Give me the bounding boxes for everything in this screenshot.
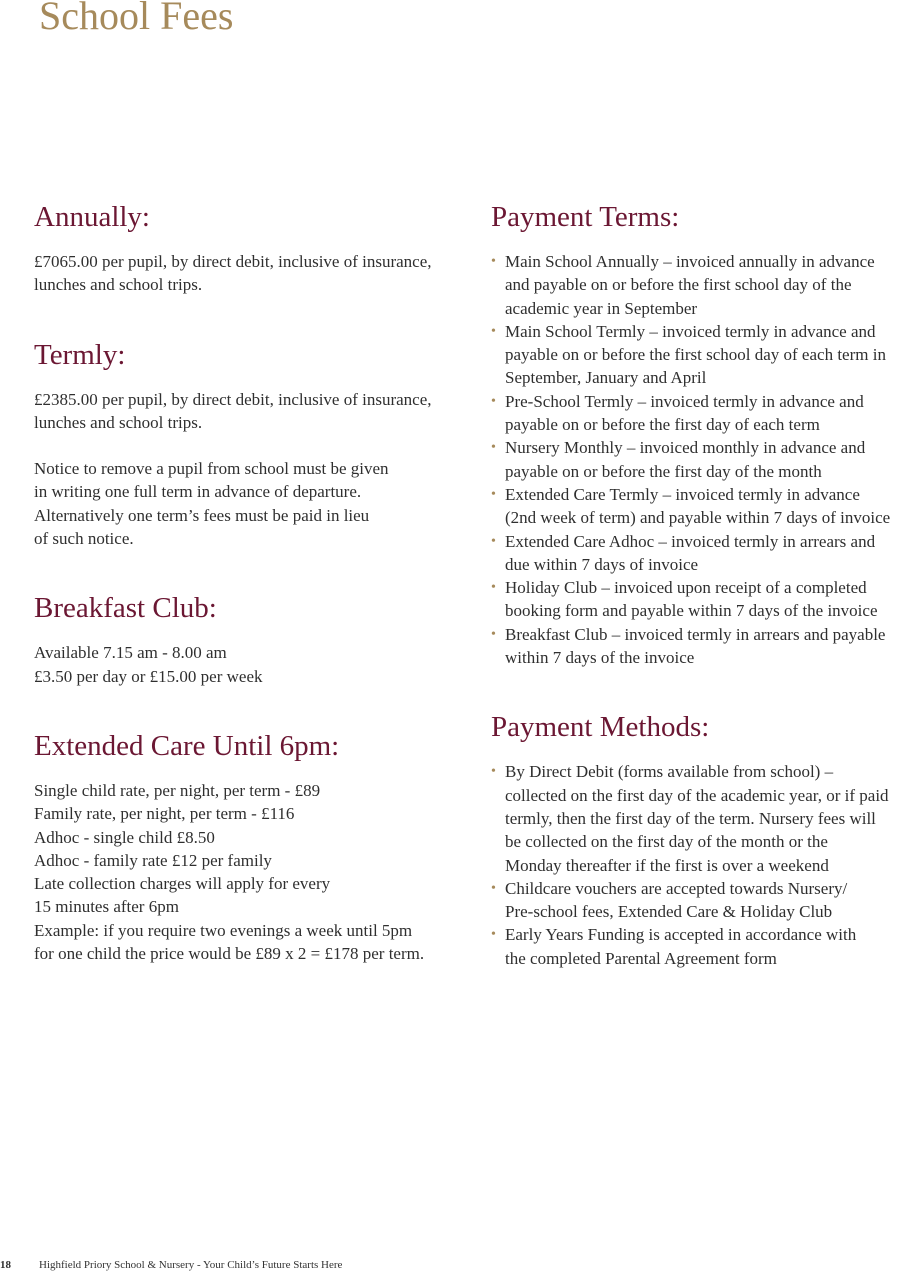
list-item	[491, 320, 904, 390]
text-line: Family rate, per night, per term - £116	[34, 804, 295, 824]
text-line: within 7 days of the invoice	[505, 648, 695, 668]
breakfast-text	[34, 641, 464, 688]
text-line: payable on or before the first school day of each term in	[505, 345, 886, 365]
text-line: • Breakfast Club – invoiced termly in arrears and payable	[505, 624, 886, 644]
breakfast-section	[34, 591, 464, 688]
text-line: due within 7 days of invoice	[505, 554, 699, 574]
text-line: be collected on the first day of the month or the	[505, 832, 828, 852]
list-item	[491, 390, 904, 437]
page-number: 18	[0, 1259, 11, 1271]
list-item	[491, 760, 904, 876]
text-line: • Extended Care Adhoc – invoiced termly in arrears and	[505, 531, 876, 551]
text-line: Pre-school fees, Extended Care & Holiday Club	[505, 902, 833, 922]
annually-text	[34, 250, 464, 297]
text-line: £2385.00 per pupil, by direct debit, inclusive of insurance,	[34, 389, 432, 409]
notice-text	[34, 457, 464, 550]
footer-text: Highfield Priory School & Nursery - Your Child’s Future Starts Here	[39, 1259, 343, 1271]
text-line: Notice to remove a pupil from school must be given	[34, 459, 389, 479]
text-line: Single child rate, per night, per term - £89	[34, 780, 321, 800]
text-line: and payable on or before the first school day of the	[505, 275, 852, 295]
text-line: • Nursery Monthly – invoiced monthly in advance and	[505, 438, 866, 458]
text-line: • Extended Care Termly – invoiced termly in advance	[505, 484, 860, 504]
text-line: Adhoc - family rate £12 per family	[34, 850, 272, 870]
text-line: Alternatively one term’s fees must be paid in lieu	[34, 505, 370, 525]
list-item	[491, 530, 904, 577]
breakfast-heading: Breakfast Club:	[34, 592, 217, 625]
text-line: collected on the first day of the academic year, or if paid	[505, 785, 889, 805]
payment-terms-list	[491, 250, 904, 669]
text-line: academic year in September	[505, 298, 698, 318]
page-footer	[0, 1259, 342, 1271]
text-line: Available 7.15 am - 8.00 am	[34, 643, 227, 663]
payment-methods-heading: Payment Methods:	[491, 711, 710, 744]
text-line: termly, then the first day of the term. Nursery fees will	[505, 808, 876, 828]
text-line: 15 minutes after 6pm	[34, 897, 179, 917]
text-line: £7065.00 per pupil, by direct debit, inclusive of insurance,	[34, 252, 432, 271]
text-line: • Main School Annually – invoiced annually in advance	[505, 252, 875, 271]
list-item	[491, 576, 904, 623]
list-item	[491, 436, 904, 483]
payment-methods-list	[491, 760, 904, 970]
right-column	[491, 200, 904, 970]
text-line: (2nd week of term) and payable within 7 days of invoice	[505, 508, 891, 528]
text-line: £3.50 per day or £15.00 per week	[34, 666, 263, 686]
text-line: • Main School Termly – invoiced termly in advance and	[505, 321, 876, 341]
text-line: September, January and April	[505, 368, 707, 388]
list-item	[491, 250, 904, 320]
termly-section	[34, 338, 464, 551]
text-line: Example: if you require two evenings a week until 5pm	[34, 920, 413, 940]
text-line: • Early Years Funding is accepted in accordance with	[505, 925, 857, 945]
list-item	[491, 623, 904, 670]
payment-terms-section	[491, 200, 904, 669]
text-line: lunches and school trips.	[34, 412, 203, 432]
text-line: Late collection charges will apply for every	[34, 874, 331, 894]
text-line: for one child the price would be £89 x 2 = £178 per term.	[34, 944, 425, 964]
text-line: the completed Parental Agreement form	[505, 948, 777, 968]
text-line: lunches and school trips.	[34, 275, 203, 295]
text-line: • By Direct Debit (forms available from school) –	[505, 762, 834, 782]
annually-section	[34, 200, 464, 297]
list-item	[491, 483, 904, 530]
payment-methods-section	[491, 710, 904, 970]
text-line: Adhoc - single child £8.50	[34, 827, 215, 847]
left-column	[34, 200, 464, 965]
list-item	[491, 923, 904, 970]
page-title: School Fees	[39, 0, 234, 38]
payment-terms-heading: Payment Terms:	[491, 201, 680, 233]
extended-care-heading: Extended Care Until 6pm:	[34, 729, 340, 762]
list-item	[491, 877, 904, 924]
text-line: in writing one full term in advance of departure.	[34, 482, 362, 502]
text-line: of such notice.	[34, 529, 134, 549]
termly-heading: Termly:	[34, 338, 126, 371]
text-line: Monday thereafter if the first is over a weekend	[505, 855, 829, 875]
extended-care-section	[34, 729, 464, 965]
termly-text	[34, 388, 464, 435]
annually-heading: Annually:	[34, 201, 150, 233]
text-line: • Holiday Club – invoiced upon receipt of a completed	[505, 578, 867, 598]
text-line: • Childcare vouchers are accepted towards Nursery/	[505, 878, 848, 898]
text-line: • Pre-School Termly – invoiced termly in advance and	[505, 391, 864, 411]
extended-care-text	[34, 779, 464, 965]
text-line: payable on or before the first day of the month	[505, 461, 822, 481]
text-line: payable on or before the first day of each term	[505, 415, 820, 435]
text-line: booking form and payable within 7 days of the invoice	[505, 601, 878, 621]
